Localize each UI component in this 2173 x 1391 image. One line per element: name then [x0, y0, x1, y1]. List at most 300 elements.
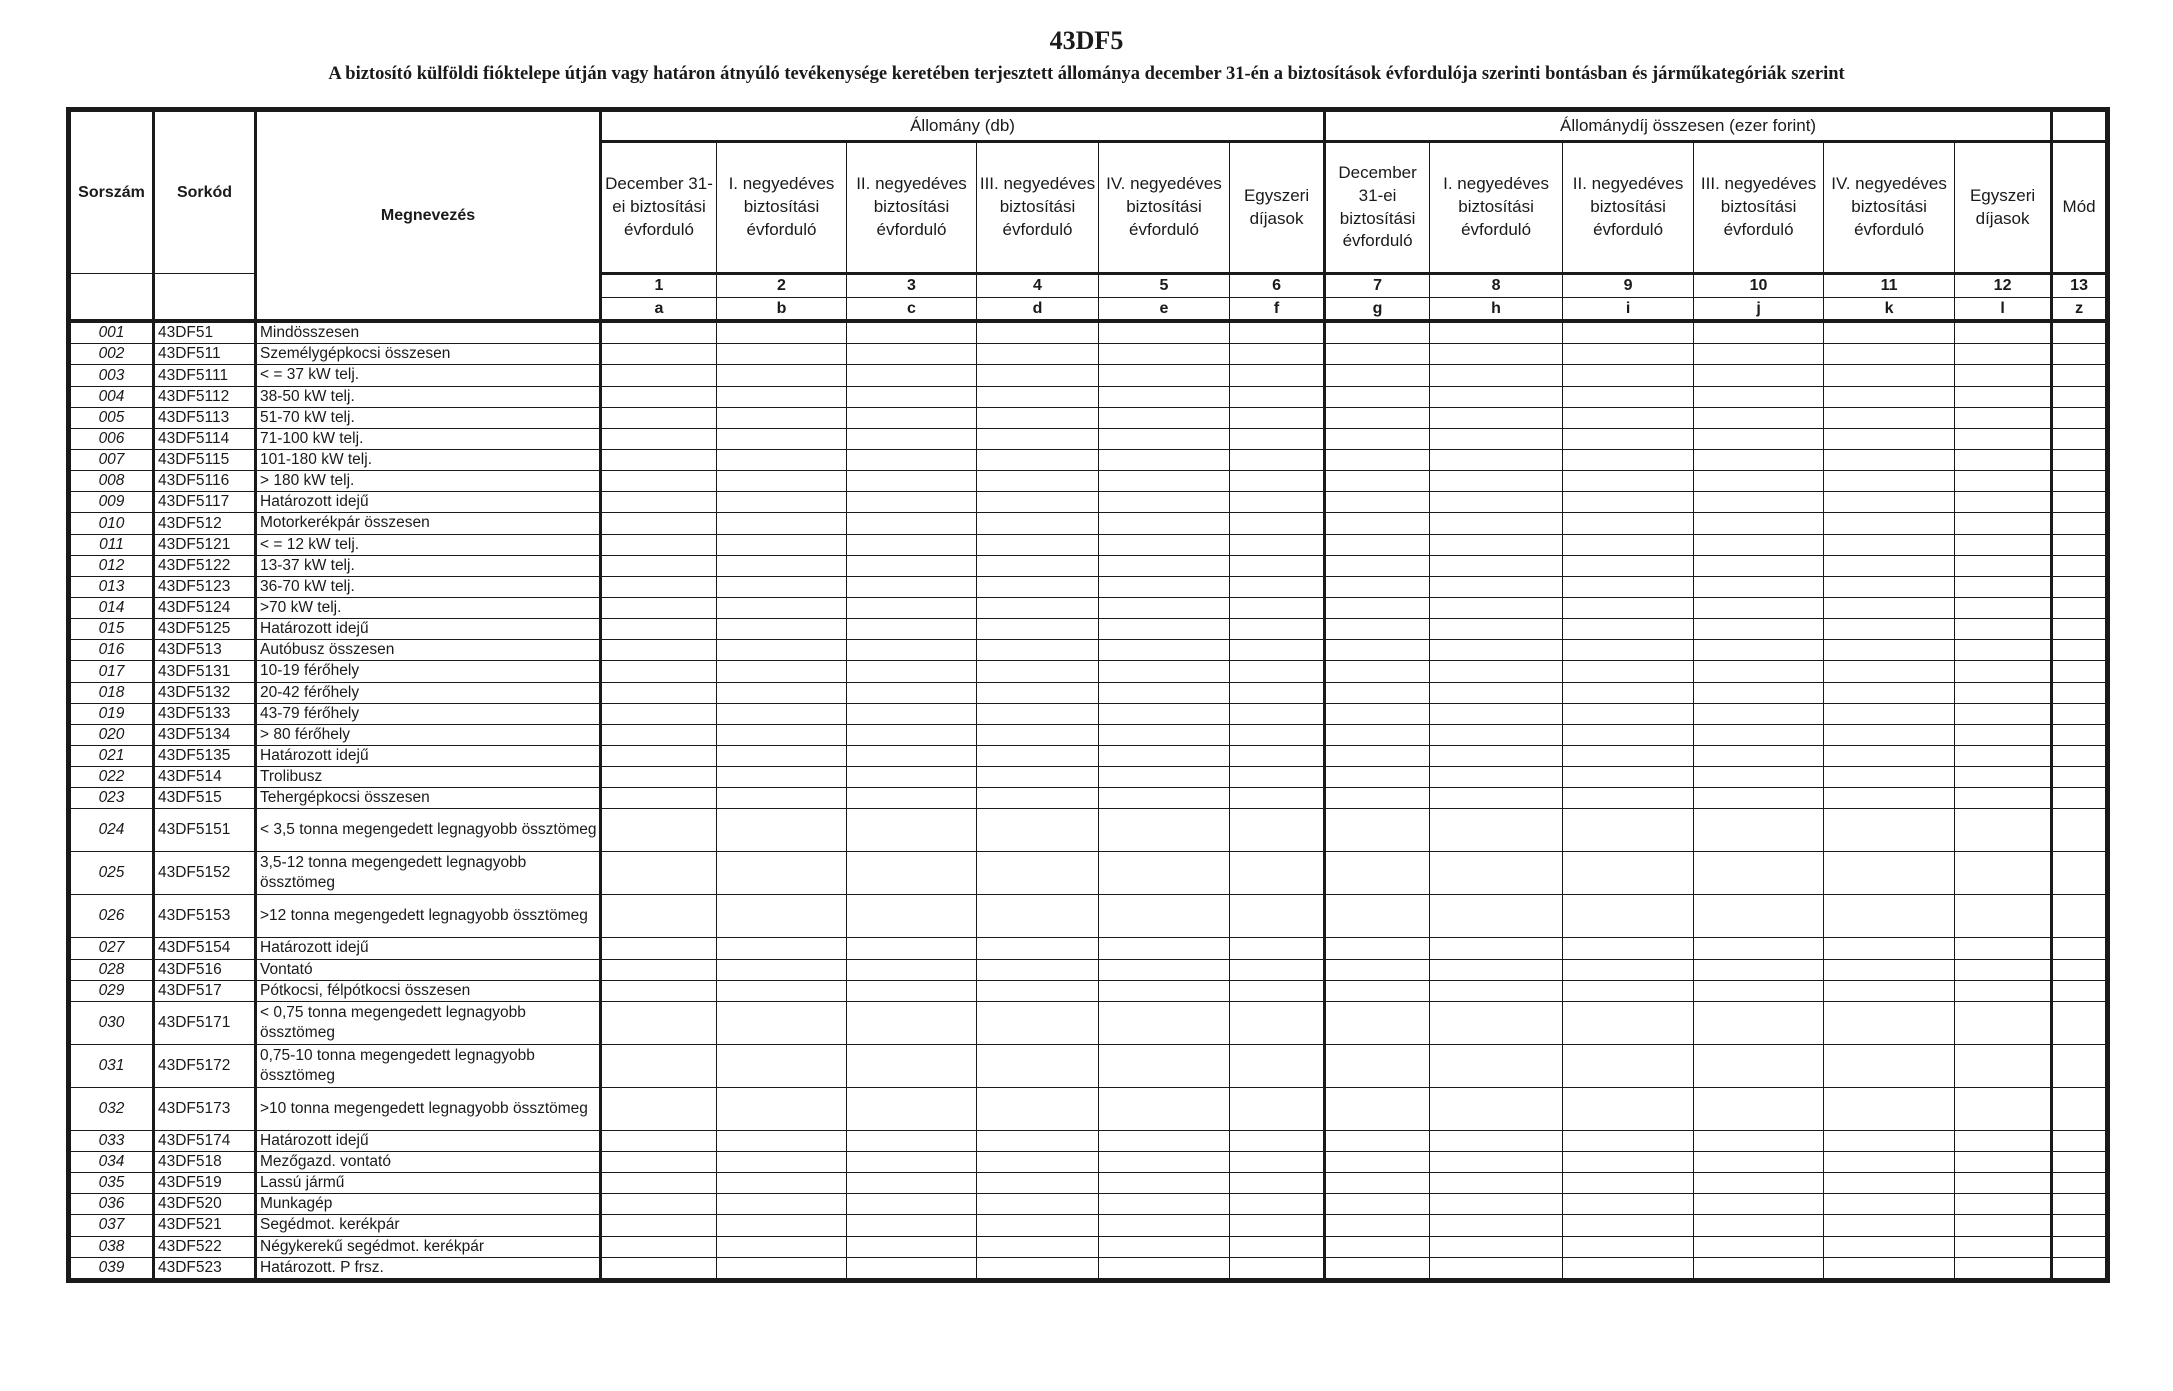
data-cell-col-2[interactable] — [717, 895, 847, 938]
data-cell-col-3[interactable] — [847, 386, 977, 407]
data-cell-col-10[interactable] — [1694, 661, 1824, 682]
data-cell-col-8[interactable] — [1430, 1151, 1563, 1172]
data-cell-col-4[interactable] — [977, 746, 1099, 767]
data-cell-col-8[interactable] — [1430, 1001, 1563, 1044]
data-cell-col-3[interactable] — [847, 938, 977, 959]
data-cell-col-8[interactable] — [1430, 788, 1563, 809]
data-cell-col-10[interactable] — [1694, 513, 1824, 534]
data-cell-col-11[interactable] — [1824, 852, 1955, 895]
data-cell-col-9[interactable] — [1563, 598, 1694, 619]
data-cell-col-6[interactable] — [1230, 1044, 1325, 1087]
data-cell-col-11[interactable] — [1824, 344, 1955, 365]
data-cell-col-1[interactable] — [601, 344, 717, 365]
data-cell-col-7[interactable] — [1325, 1001, 1430, 1044]
data-cell-col-1[interactable] — [601, 703, 717, 724]
data-cell-col-1[interactable] — [601, 1173, 717, 1194]
data-cell-col-10[interactable] — [1694, 1001, 1824, 1044]
data-cell-col-1[interactable] — [601, 809, 717, 852]
data-cell-col-10[interactable] — [1694, 1173, 1824, 1194]
data-cell-col-6[interactable] — [1230, 576, 1325, 597]
data-cell-col-5[interactable] — [1099, 767, 1230, 788]
data-cell-col-13[interactable] — [2052, 1044, 2106, 1087]
data-cell-col-5[interactable] — [1099, 682, 1230, 703]
data-cell-col-10[interactable] — [1694, 895, 1824, 938]
data-cell-col-11[interactable] — [1824, 407, 1955, 428]
data-cell-col-6[interactable] — [1230, 1151, 1325, 1172]
data-cell-col-5[interactable] — [1099, 1151, 1230, 1172]
data-cell-col-7[interactable] — [1325, 619, 1430, 640]
data-cell-col-11[interactable] — [1824, 513, 1955, 534]
data-cell-col-10[interactable] — [1694, 1194, 1824, 1215]
data-cell-col-9[interactable] — [1563, 619, 1694, 640]
data-cell-col-3[interactable] — [847, 640, 977, 661]
data-cell-col-7[interactable] — [1325, 344, 1430, 365]
data-cell-col-9[interactable] — [1563, 407, 1694, 428]
data-cell-col-5[interactable] — [1099, 534, 1230, 555]
data-cell-col-7[interactable] — [1325, 513, 1430, 534]
data-cell-col-2[interactable] — [717, 1130, 847, 1151]
data-cell-col-2[interactable] — [717, 959, 847, 980]
data-cell-col-12[interactable] — [1955, 619, 2052, 640]
data-cell-col-12[interactable] — [1955, 703, 2052, 724]
data-cell-col-9[interactable] — [1563, 1194, 1694, 1215]
data-cell-col-9[interactable] — [1563, 1236, 1694, 1257]
data-cell-col-10[interactable] — [1694, 809, 1824, 852]
data-cell-col-9[interactable] — [1563, 471, 1694, 492]
data-cell-col-4[interactable] — [977, 321, 1099, 344]
data-cell-col-13[interactable] — [2052, 895, 2106, 938]
data-cell-col-11[interactable] — [1824, 576, 1955, 597]
data-cell-col-9[interactable] — [1563, 1087, 1694, 1130]
data-cell-col-12[interactable] — [1955, 852, 2052, 895]
data-cell-col-4[interactable] — [977, 1173, 1099, 1194]
data-cell-col-12[interactable] — [1955, 1236, 2052, 1257]
data-cell-col-4[interactable] — [977, 852, 1099, 895]
data-cell-col-4[interactable] — [977, 576, 1099, 597]
data-cell-col-9[interactable] — [1563, 895, 1694, 938]
data-cell-col-5[interactable] — [1099, 980, 1230, 1001]
data-cell-col-6[interactable] — [1230, 938, 1325, 959]
data-cell-col-10[interactable] — [1694, 788, 1824, 809]
data-cell-col-5[interactable] — [1099, 1194, 1230, 1215]
data-cell-col-5[interactable] — [1099, 1001, 1230, 1044]
data-cell-col-8[interactable] — [1430, 852, 1563, 895]
data-cell-col-13[interactable] — [2052, 724, 2106, 745]
data-cell-col-11[interactable] — [1824, 938, 1955, 959]
data-cell-col-2[interactable] — [717, 1194, 847, 1215]
data-cell-col-7[interactable] — [1325, 682, 1430, 703]
data-cell-col-6[interactable] — [1230, 344, 1325, 365]
data-cell-col-6[interactable] — [1230, 321, 1325, 344]
data-cell-col-7[interactable] — [1325, 1130, 1430, 1151]
data-cell-col-8[interactable] — [1430, 555, 1563, 576]
data-cell-col-11[interactable] — [1824, 1215, 1955, 1236]
data-cell-col-13[interactable] — [2052, 555, 2106, 576]
data-cell-col-4[interactable] — [977, 555, 1099, 576]
data-cell-col-6[interactable] — [1230, 428, 1325, 449]
data-cell-col-1[interactable] — [601, 1257, 717, 1278]
data-cell-col-13[interactable] — [2052, 767, 2106, 788]
data-cell-col-2[interactable] — [717, 1257, 847, 1278]
data-cell-col-11[interactable] — [1824, 1130, 1955, 1151]
data-cell-col-2[interactable] — [717, 576, 847, 597]
data-cell-col-13[interactable] — [2052, 492, 2106, 513]
data-cell-col-11[interactable] — [1824, 724, 1955, 745]
data-cell-col-10[interactable] — [1694, 576, 1824, 597]
data-cell-col-1[interactable] — [601, 852, 717, 895]
data-cell-col-8[interactable] — [1430, 1215, 1563, 1236]
data-cell-col-12[interactable] — [1955, 1151, 2052, 1172]
data-cell-col-6[interactable] — [1230, 661, 1325, 682]
data-cell-col-1[interactable] — [601, 746, 717, 767]
data-cell-col-2[interactable] — [717, 1001, 847, 1044]
data-cell-col-4[interactable] — [977, 1044, 1099, 1087]
data-cell-col-2[interactable] — [717, 938, 847, 959]
data-cell-col-4[interactable] — [977, 959, 1099, 980]
data-cell-col-8[interactable] — [1430, 1087, 1563, 1130]
data-cell-col-12[interactable] — [1955, 640, 2052, 661]
data-cell-col-1[interactable] — [601, 1194, 717, 1215]
data-cell-col-7[interactable] — [1325, 959, 1430, 980]
data-cell-col-1[interactable] — [601, 365, 717, 386]
data-cell-col-12[interactable] — [1955, 788, 2052, 809]
data-cell-col-2[interactable] — [717, 809, 847, 852]
data-cell-col-1[interactable] — [601, 980, 717, 1001]
data-cell-col-5[interactable] — [1099, 1087, 1230, 1130]
data-cell-col-8[interactable] — [1430, 1236, 1563, 1257]
data-cell-col-3[interactable] — [847, 1215, 977, 1236]
data-cell-col-13[interactable] — [2052, 344, 2106, 365]
data-cell-col-7[interactable] — [1325, 809, 1430, 852]
data-cell-col-12[interactable] — [1955, 809, 2052, 852]
data-cell-col-3[interactable] — [847, 1087, 977, 1130]
data-cell-col-1[interactable] — [601, 407, 717, 428]
data-cell-col-9[interactable] — [1563, 365, 1694, 386]
data-cell-col-7[interactable] — [1325, 767, 1430, 788]
data-cell-col-13[interactable] — [2052, 682, 2106, 703]
data-cell-col-7[interactable] — [1325, 534, 1430, 555]
data-cell-col-1[interactable] — [601, 640, 717, 661]
data-cell-col-1[interactable] — [601, 938, 717, 959]
data-cell-col-9[interactable] — [1563, 386, 1694, 407]
data-cell-col-7[interactable] — [1325, 980, 1430, 1001]
data-cell-col-10[interactable] — [1694, 724, 1824, 745]
data-cell-col-12[interactable] — [1955, 1001, 2052, 1044]
data-cell-col-9[interactable] — [1563, 428, 1694, 449]
data-cell-col-11[interactable] — [1824, 1044, 1955, 1087]
data-cell-col-3[interactable] — [847, 852, 977, 895]
data-cell-col-4[interactable] — [977, 1215, 1099, 1236]
data-cell-col-11[interactable] — [1824, 809, 1955, 852]
data-cell-col-9[interactable] — [1563, 450, 1694, 471]
data-cell-col-2[interactable] — [717, 1044, 847, 1087]
data-cell-col-12[interactable] — [1955, 1044, 2052, 1087]
data-cell-col-13[interactable] — [2052, 1001, 2106, 1044]
data-cell-col-4[interactable] — [977, 598, 1099, 619]
data-cell-col-11[interactable] — [1824, 619, 1955, 640]
data-cell-col-12[interactable] — [1955, 534, 2052, 555]
data-cell-col-2[interactable] — [717, 428, 847, 449]
data-cell-col-12[interactable] — [1955, 365, 2052, 386]
data-cell-col-7[interactable] — [1325, 661, 1430, 682]
data-cell-col-4[interactable] — [977, 534, 1099, 555]
data-cell-col-11[interactable] — [1824, 450, 1955, 471]
data-cell-col-2[interactable] — [717, 492, 847, 513]
data-cell-col-7[interactable] — [1325, 1257, 1430, 1278]
data-cell-col-6[interactable] — [1230, 852, 1325, 895]
data-cell-col-9[interactable] — [1563, 1044, 1694, 1087]
data-cell-col-3[interactable] — [847, 534, 977, 555]
data-cell-col-8[interactable] — [1430, 1173, 1563, 1194]
data-cell-col-4[interactable] — [977, 1194, 1099, 1215]
data-cell-col-3[interactable] — [847, 450, 977, 471]
data-cell-col-13[interactable] — [2052, 386, 2106, 407]
data-cell-col-9[interactable] — [1563, 959, 1694, 980]
data-cell-col-5[interactable] — [1099, 386, 1230, 407]
data-cell-col-11[interactable] — [1824, 321, 1955, 344]
data-cell-col-2[interactable] — [717, 407, 847, 428]
data-cell-col-8[interactable] — [1430, 809, 1563, 852]
data-cell-col-1[interactable] — [601, 386, 717, 407]
data-cell-col-3[interactable] — [847, 1173, 977, 1194]
data-cell-col-1[interactable] — [601, 788, 717, 809]
data-cell-col-1[interactable] — [601, 619, 717, 640]
data-cell-col-13[interactable] — [2052, 1130, 2106, 1151]
data-cell-col-3[interactable] — [847, 959, 977, 980]
data-cell-col-10[interactable] — [1694, 1236, 1824, 1257]
data-cell-col-12[interactable] — [1955, 576, 2052, 597]
data-cell-col-5[interactable] — [1099, 619, 1230, 640]
data-cell-col-6[interactable] — [1230, 809, 1325, 852]
data-cell-col-9[interactable] — [1563, 513, 1694, 534]
data-cell-col-12[interactable] — [1955, 1194, 2052, 1215]
data-cell-col-3[interactable] — [847, 492, 977, 513]
data-cell-col-4[interactable] — [977, 513, 1099, 534]
data-cell-col-12[interactable] — [1955, 661, 2052, 682]
data-cell-col-8[interactable] — [1430, 938, 1563, 959]
data-cell-col-11[interactable] — [1824, 1151, 1955, 1172]
data-cell-col-13[interactable] — [2052, 1087, 2106, 1130]
data-cell-col-2[interactable] — [717, 386, 847, 407]
data-cell-col-12[interactable] — [1955, 344, 2052, 365]
data-cell-col-13[interactable] — [2052, 407, 2106, 428]
data-cell-col-7[interactable] — [1325, 640, 1430, 661]
data-cell-col-4[interactable] — [977, 619, 1099, 640]
data-cell-col-4[interactable] — [977, 1151, 1099, 1172]
data-cell-col-6[interactable] — [1230, 682, 1325, 703]
data-cell-col-7[interactable] — [1325, 1215, 1430, 1236]
data-cell-col-12[interactable] — [1955, 513, 2052, 534]
data-cell-col-7[interactable] — [1325, 703, 1430, 724]
data-cell-col-13[interactable] — [2052, 938, 2106, 959]
data-cell-col-3[interactable] — [847, 746, 977, 767]
data-cell-col-7[interactable] — [1325, 555, 1430, 576]
data-cell-col-5[interactable] — [1099, 640, 1230, 661]
data-cell-col-5[interactable] — [1099, 576, 1230, 597]
data-cell-col-13[interactable] — [2052, 788, 2106, 809]
data-cell-col-2[interactable] — [717, 788, 847, 809]
data-cell-col-9[interactable] — [1563, 938, 1694, 959]
data-cell-col-1[interactable] — [601, 534, 717, 555]
data-cell-col-9[interactable] — [1563, 492, 1694, 513]
data-cell-col-6[interactable] — [1230, 555, 1325, 576]
data-cell-col-13[interactable] — [2052, 852, 2106, 895]
data-cell-col-9[interactable] — [1563, 1151, 1694, 1172]
data-cell-col-3[interactable] — [847, 598, 977, 619]
data-cell-col-3[interactable] — [847, 809, 977, 852]
data-cell-col-10[interactable] — [1694, 640, 1824, 661]
data-cell-col-1[interactable] — [601, 1215, 717, 1236]
data-cell-col-2[interactable] — [717, 980, 847, 1001]
data-cell-col-11[interactable] — [1824, 1173, 1955, 1194]
data-cell-col-5[interactable] — [1099, 513, 1230, 534]
data-cell-col-6[interactable] — [1230, 724, 1325, 745]
data-cell-col-8[interactable] — [1430, 386, 1563, 407]
data-cell-col-4[interactable] — [977, 407, 1099, 428]
data-cell-col-4[interactable] — [977, 365, 1099, 386]
data-cell-col-6[interactable] — [1230, 450, 1325, 471]
data-cell-col-1[interactable] — [601, 1151, 717, 1172]
data-cell-col-1[interactable] — [601, 682, 717, 703]
data-cell-col-10[interactable] — [1694, 428, 1824, 449]
data-cell-col-6[interactable] — [1230, 788, 1325, 809]
data-cell-col-10[interactable] — [1694, 344, 1824, 365]
data-cell-col-7[interactable] — [1325, 1236, 1430, 1257]
data-cell-col-6[interactable] — [1230, 365, 1325, 386]
data-cell-col-2[interactable] — [717, 703, 847, 724]
data-cell-col-10[interactable] — [1694, 619, 1824, 640]
data-cell-col-1[interactable] — [601, 1130, 717, 1151]
data-cell-col-11[interactable] — [1824, 746, 1955, 767]
data-cell-col-7[interactable] — [1325, 450, 1430, 471]
data-cell-col-1[interactable] — [601, 450, 717, 471]
data-cell-col-1[interactable] — [601, 513, 717, 534]
data-cell-col-4[interactable] — [977, 661, 1099, 682]
data-cell-col-9[interactable] — [1563, 1001, 1694, 1044]
data-cell-col-12[interactable] — [1955, 428, 2052, 449]
data-cell-col-4[interactable] — [977, 682, 1099, 703]
data-cell-col-2[interactable] — [717, 852, 847, 895]
data-cell-col-5[interactable] — [1099, 724, 1230, 745]
data-cell-col-11[interactable] — [1824, 703, 1955, 724]
data-cell-col-8[interactable] — [1430, 492, 1563, 513]
data-cell-col-5[interactable] — [1099, 788, 1230, 809]
data-cell-col-8[interactable] — [1430, 895, 1563, 938]
data-cell-col-8[interactable] — [1430, 598, 1563, 619]
data-cell-col-10[interactable] — [1694, 407, 1824, 428]
data-cell-col-5[interactable] — [1099, 471, 1230, 492]
data-cell-col-9[interactable] — [1563, 1257, 1694, 1278]
data-cell-col-13[interactable] — [2052, 1194, 2106, 1215]
data-cell-col-6[interactable] — [1230, 1001, 1325, 1044]
data-cell-col-12[interactable] — [1955, 682, 2052, 703]
data-cell-col-11[interactable] — [1824, 640, 1955, 661]
data-cell-col-10[interactable] — [1694, 1257, 1824, 1278]
data-cell-col-2[interactable] — [717, 619, 847, 640]
data-cell-col-3[interactable] — [847, 513, 977, 534]
data-cell-col-10[interactable] — [1694, 959, 1824, 980]
data-cell-col-9[interactable] — [1563, 321, 1694, 344]
data-cell-col-10[interactable] — [1694, 1130, 1824, 1151]
data-cell-col-8[interactable] — [1430, 980, 1563, 1001]
data-cell-col-7[interactable] — [1325, 386, 1430, 407]
data-cell-col-8[interactable] — [1430, 1257, 1563, 1278]
data-cell-col-5[interactable] — [1099, 344, 1230, 365]
data-cell-col-5[interactable] — [1099, 1236, 1230, 1257]
data-cell-col-2[interactable] — [717, 1173, 847, 1194]
data-cell-col-2[interactable] — [717, 724, 847, 745]
data-cell-col-5[interactable] — [1099, 492, 1230, 513]
data-cell-col-12[interactable] — [1955, 767, 2052, 788]
data-cell-col-6[interactable] — [1230, 1257, 1325, 1278]
data-cell-col-8[interactable] — [1430, 1194, 1563, 1215]
data-cell-col-5[interactable] — [1099, 661, 1230, 682]
data-cell-col-5[interactable] — [1099, 746, 1230, 767]
data-cell-col-8[interactable] — [1430, 365, 1563, 386]
data-cell-col-10[interactable] — [1694, 471, 1824, 492]
data-cell-col-10[interactable] — [1694, 1044, 1824, 1087]
data-cell-col-13[interactable] — [2052, 661, 2106, 682]
data-cell-col-4[interactable] — [977, 1130, 1099, 1151]
data-cell-col-2[interactable] — [717, 767, 847, 788]
data-cell-col-12[interactable] — [1955, 407, 2052, 428]
data-cell-col-12[interactable] — [1955, 938, 2052, 959]
data-cell-col-10[interactable] — [1694, 682, 1824, 703]
data-cell-col-1[interactable] — [601, 767, 717, 788]
data-cell-col-4[interactable] — [977, 809, 1099, 852]
data-cell-col-1[interactable] — [601, 598, 717, 619]
data-cell-col-1[interactable] — [601, 661, 717, 682]
data-cell-col-5[interactable] — [1099, 1173, 1230, 1194]
data-cell-col-12[interactable] — [1955, 1173, 2052, 1194]
data-cell-col-11[interactable] — [1824, 959, 1955, 980]
data-cell-col-5[interactable] — [1099, 555, 1230, 576]
data-cell-col-11[interactable] — [1824, 767, 1955, 788]
data-cell-col-12[interactable] — [1955, 1257, 2052, 1278]
data-cell-col-6[interactable] — [1230, 407, 1325, 428]
data-cell-col-13[interactable] — [2052, 980, 2106, 1001]
data-cell-col-1[interactable] — [601, 1087, 717, 1130]
data-cell-col-6[interactable] — [1230, 746, 1325, 767]
data-cell-col-6[interactable] — [1230, 1087, 1325, 1130]
data-cell-col-9[interactable] — [1563, 661, 1694, 682]
data-cell-col-2[interactable] — [717, 344, 847, 365]
data-cell-col-10[interactable] — [1694, 365, 1824, 386]
data-cell-col-5[interactable] — [1099, 1130, 1230, 1151]
data-cell-col-3[interactable] — [847, 1044, 977, 1087]
data-cell-col-10[interactable] — [1694, 1215, 1824, 1236]
data-cell-col-2[interactable] — [717, 513, 847, 534]
data-cell-col-3[interactable] — [847, 471, 977, 492]
data-cell-col-4[interactable] — [977, 1236, 1099, 1257]
data-cell-col-5[interactable] — [1099, 407, 1230, 428]
data-cell-col-10[interactable] — [1694, 1087, 1824, 1130]
data-cell-col-1[interactable] — [601, 1236, 717, 1257]
data-cell-col-13[interactable] — [2052, 576, 2106, 597]
data-cell-col-12[interactable] — [1955, 895, 2052, 938]
data-cell-col-5[interactable] — [1099, 1257, 1230, 1278]
data-cell-col-10[interactable] — [1694, 703, 1824, 724]
data-cell-col-7[interactable] — [1325, 1151, 1430, 1172]
data-cell-col-6[interactable] — [1230, 471, 1325, 492]
data-cell-col-6[interactable] — [1230, 619, 1325, 640]
data-cell-col-8[interactable] — [1430, 471, 1563, 492]
data-cell-col-4[interactable] — [977, 386, 1099, 407]
data-cell-col-7[interactable] — [1325, 1087, 1430, 1130]
data-cell-col-9[interactable] — [1563, 852, 1694, 895]
data-cell-col-5[interactable] — [1099, 895, 1230, 938]
data-cell-col-6[interactable] — [1230, 767, 1325, 788]
